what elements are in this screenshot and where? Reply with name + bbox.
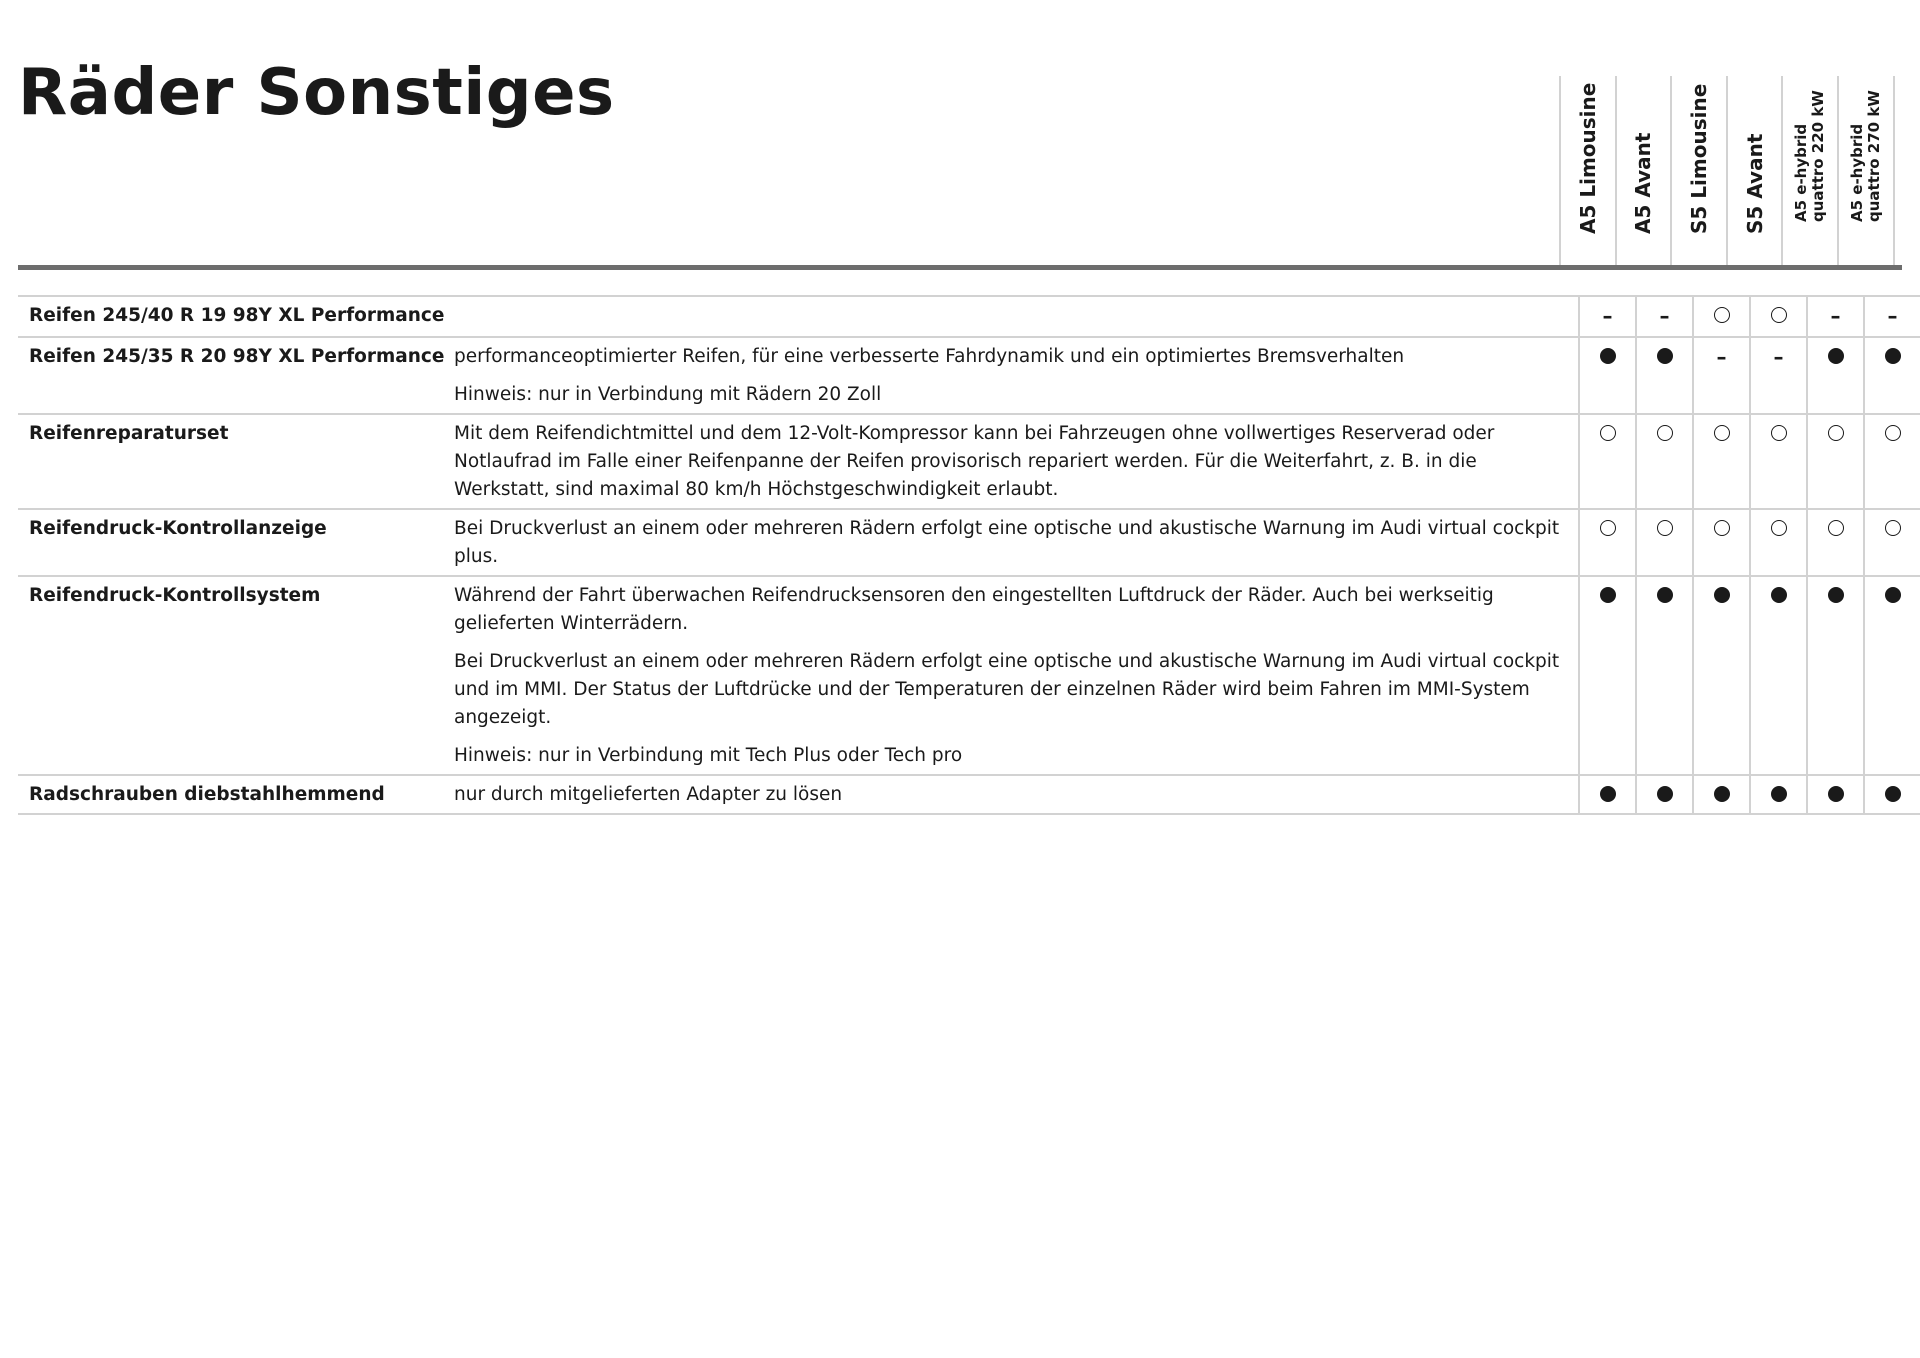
optional-open-circle-icon (1714, 307, 1730, 323)
availability-cell (1579, 296, 1636, 337)
optional-open-circle-icon (1885, 520, 1901, 536)
standard-filled-circle-icon (1828, 786, 1844, 802)
optional-open-circle-icon (1771, 520, 1787, 536)
standard-filled-circle-icon (1771, 786, 1787, 802)
column-separator (1837, 76, 1839, 266)
column-header-label: A5 Limousine (1575, 82, 1600, 234)
availability-cell (1636, 337, 1693, 414)
not-available-dash: – (1716, 345, 1727, 369)
table-row (18, 775, 1920, 814)
column-header-label: A5 Avant (1631, 132, 1656, 234)
description-paragraph: Hinweis: nur in Verbindung mit Tech Plus oder Tech pro (454, 745, 963, 766)
feature-name: Reifendruck-Kontrollanzeige (18, 509, 454, 576)
availability-cell (1807, 337, 1864, 414)
column-header (1560, 76, 1616, 256)
optional-open-circle-icon (1828, 520, 1844, 536)
standard-filled-circle-icon (1714, 587, 1730, 603)
availability-cell (1636, 775, 1693, 814)
availability-cell (1750, 414, 1807, 509)
column-header-label: S5 Avant (1742, 133, 1767, 234)
standard-filled-circle-icon (1828, 587, 1844, 603)
availability-cell (1636, 509, 1693, 576)
feature-name: Reifen 245/35 R 20 98Y XL Performance (18, 337, 454, 414)
standard-filled-circle-icon (1600, 786, 1616, 802)
optional-open-circle-icon (1714, 425, 1730, 441)
feature-description (454, 509, 1579, 576)
header-divider (18, 265, 1902, 270)
feature-name: Reifenreparaturset (18, 414, 454, 509)
column-separator (1615, 76, 1617, 266)
column-header-label: A5 e-hybrid (1792, 123, 1811, 222)
optional-open-circle-icon (1828, 425, 1844, 441)
not-available-dash: – (1830, 304, 1841, 328)
standard-filled-circle-icon (1771, 587, 1787, 603)
standard-filled-circle-icon (1885, 786, 1901, 802)
availability-cell (1693, 414, 1750, 509)
column-separator (1670, 76, 1672, 266)
table-row (18, 296, 1920, 337)
column-header-label: quattro 220 kW (1809, 90, 1828, 222)
availability-cell (1750, 576, 1807, 775)
table-row (18, 337, 1920, 414)
availability-cell (1807, 576, 1864, 775)
availability-cell (1864, 414, 1920, 509)
feature-name: Reifen 245/40 R 19 98Y XL Performance (18, 296, 454, 337)
column-separator (1726, 76, 1728, 266)
availability-cell (1579, 509, 1636, 576)
availability-cell (1636, 414, 1693, 509)
availability-cell (1693, 296, 1750, 337)
standard-filled-circle-icon (1885, 587, 1901, 603)
availability-cell (1807, 296, 1864, 337)
standard-filled-circle-icon (1600, 348, 1616, 364)
description-paragraph: Bei Druckverlust an einem oder mehreren Rädern erfolgt eine optische und akustische Warnung im Audi virtual cockpit und im MMI. Der Status der Luftdrücke und der Temperaturen der einzelnen Räder wird beim Fahren im MMI-System angezeigt. (454, 651, 1560, 728)
availability-cell (1579, 337, 1636, 414)
standard-filled-circle-icon (1657, 348, 1673, 364)
column-header-label: S5 Limousine (1686, 83, 1711, 234)
optional-open-circle-icon (1885, 425, 1901, 441)
availability-cell (1864, 337, 1920, 414)
optional-open-circle-icon (1771, 307, 1787, 323)
availability-cell (1693, 576, 1750, 775)
column-header (1838, 76, 1894, 256)
description-paragraph: Während der Fahrt überwachen Reifendrucksensoren den eingestellten Luftdruck der Räder. Auch bei werkseitig gelieferten Winterrädern. (454, 585, 1494, 634)
not-available-dash: – (1887, 304, 1898, 328)
feature-description (454, 296, 1579, 337)
description-paragraph: performanceoptimierter Reifen, für eine verbesserte Fahrdynamik und ein optimiertes Bremsverhalten (454, 346, 1405, 367)
optional-open-circle-icon (1657, 520, 1673, 536)
standard-filled-circle-icon (1657, 786, 1673, 802)
availability-cell (1693, 509, 1750, 576)
availability-cell (1636, 576, 1693, 775)
feature-description (454, 576, 1579, 775)
availability-cell (1807, 775, 1864, 814)
table-row (18, 509, 1920, 576)
column-separator (1781, 76, 1783, 266)
standard-filled-circle-icon (1657, 587, 1673, 603)
feature-name: Reifendruck-Kontrollsystem (18, 576, 454, 775)
spec-table (18, 295, 1920, 815)
description-paragraph: Bei Druckverlust an einem oder mehreren Rädern erfolgt eine optische und akustische Warnung im Audi virtual cockpit plus. (454, 518, 1560, 567)
column-header (1782, 76, 1838, 256)
availability-cell (1579, 775, 1636, 814)
standard-filled-circle-icon (1885, 348, 1901, 364)
availability-cell (1864, 509, 1920, 576)
availability-cell (1750, 337, 1807, 414)
column-header (1616, 76, 1672, 256)
not-available-dash: – (1659, 304, 1670, 328)
table-row (18, 414, 1920, 509)
feature-name: Radschrauben diebstahlhemmend (18, 775, 454, 814)
availability-cell (1864, 576, 1920, 775)
availability-cell (1864, 775, 1920, 814)
availability-cell (1579, 414, 1636, 509)
table-row (18, 576, 1920, 775)
availability-cell (1864, 296, 1920, 337)
column-header (1671, 76, 1727, 256)
feature-description (454, 414, 1579, 509)
availability-cell (1807, 414, 1864, 509)
column-separator (1559, 76, 1561, 266)
availability-cell (1750, 775, 1807, 814)
standard-filled-circle-icon (1828, 348, 1844, 364)
availability-cell (1750, 509, 1807, 576)
column-header-label: quattro 270 kW (1864, 90, 1883, 222)
not-available-dash: – (1602, 304, 1613, 328)
column-separator (1893, 76, 1895, 266)
description-paragraph: Mit dem Reifendichtmittel und dem 12-Volt-Kompressor kann bei Fahrzeugen ohne vollwertiges Reserverad oder Notlaufrad im Falle einer Reifenpanne der Reifen provisorisch repariert werden. Für die Weiterfahrt, z. B. in die Werkstatt, sind maximal 80 km/h Höchstgeschwindigkeit erlaubt. (454, 423, 1495, 500)
column-header (1727, 76, 1783, 256)
optional-open-circle-icon (1714, 520, 1730, 536)
standard-filled-circle-icon (1600, 587, 1616, 603)
not-available-dash: – (1773, 345, 1784, 369)
availability-cell (1579, 576, 1636, 775)
optional-open-circle-icon (1771, 425, 1787, 441)
availability-cell (1693, 337, 1750, 414)
availability-cell (1750, 296, 1807, 337)
optional-open-circle-icon (1600, 520, 1616, 536)
feature-description (454, 337, 1579, 414)
feature-description (454, 775, 1579, 814)
column-header-label: A5 e-hybrid (1847, 123, 1866, 222)
page-title: Räder Sonstiges (18, 56, 615, 130)
availability-cell (1636, 296, 1693, 337)
optional-open-circle-icon (1657, 425, 1673, 441)
description-paragraph: nur durch mitgelieferten Adapter zu lösen (454, 784, 843, 805)
standard-filled-circle-icon (1714, 786, 1730, 802)
availability-cell (1693, 775, 1750, 814)
optional-open-circle-icon (1600, 425, 1616, 441)
availability-cell (1807, 509, 1864, 576)
description-paragraph: Hinweis: nur in Verbindung mit Rädern 20 Zoll (454, 384, 882, 405)
